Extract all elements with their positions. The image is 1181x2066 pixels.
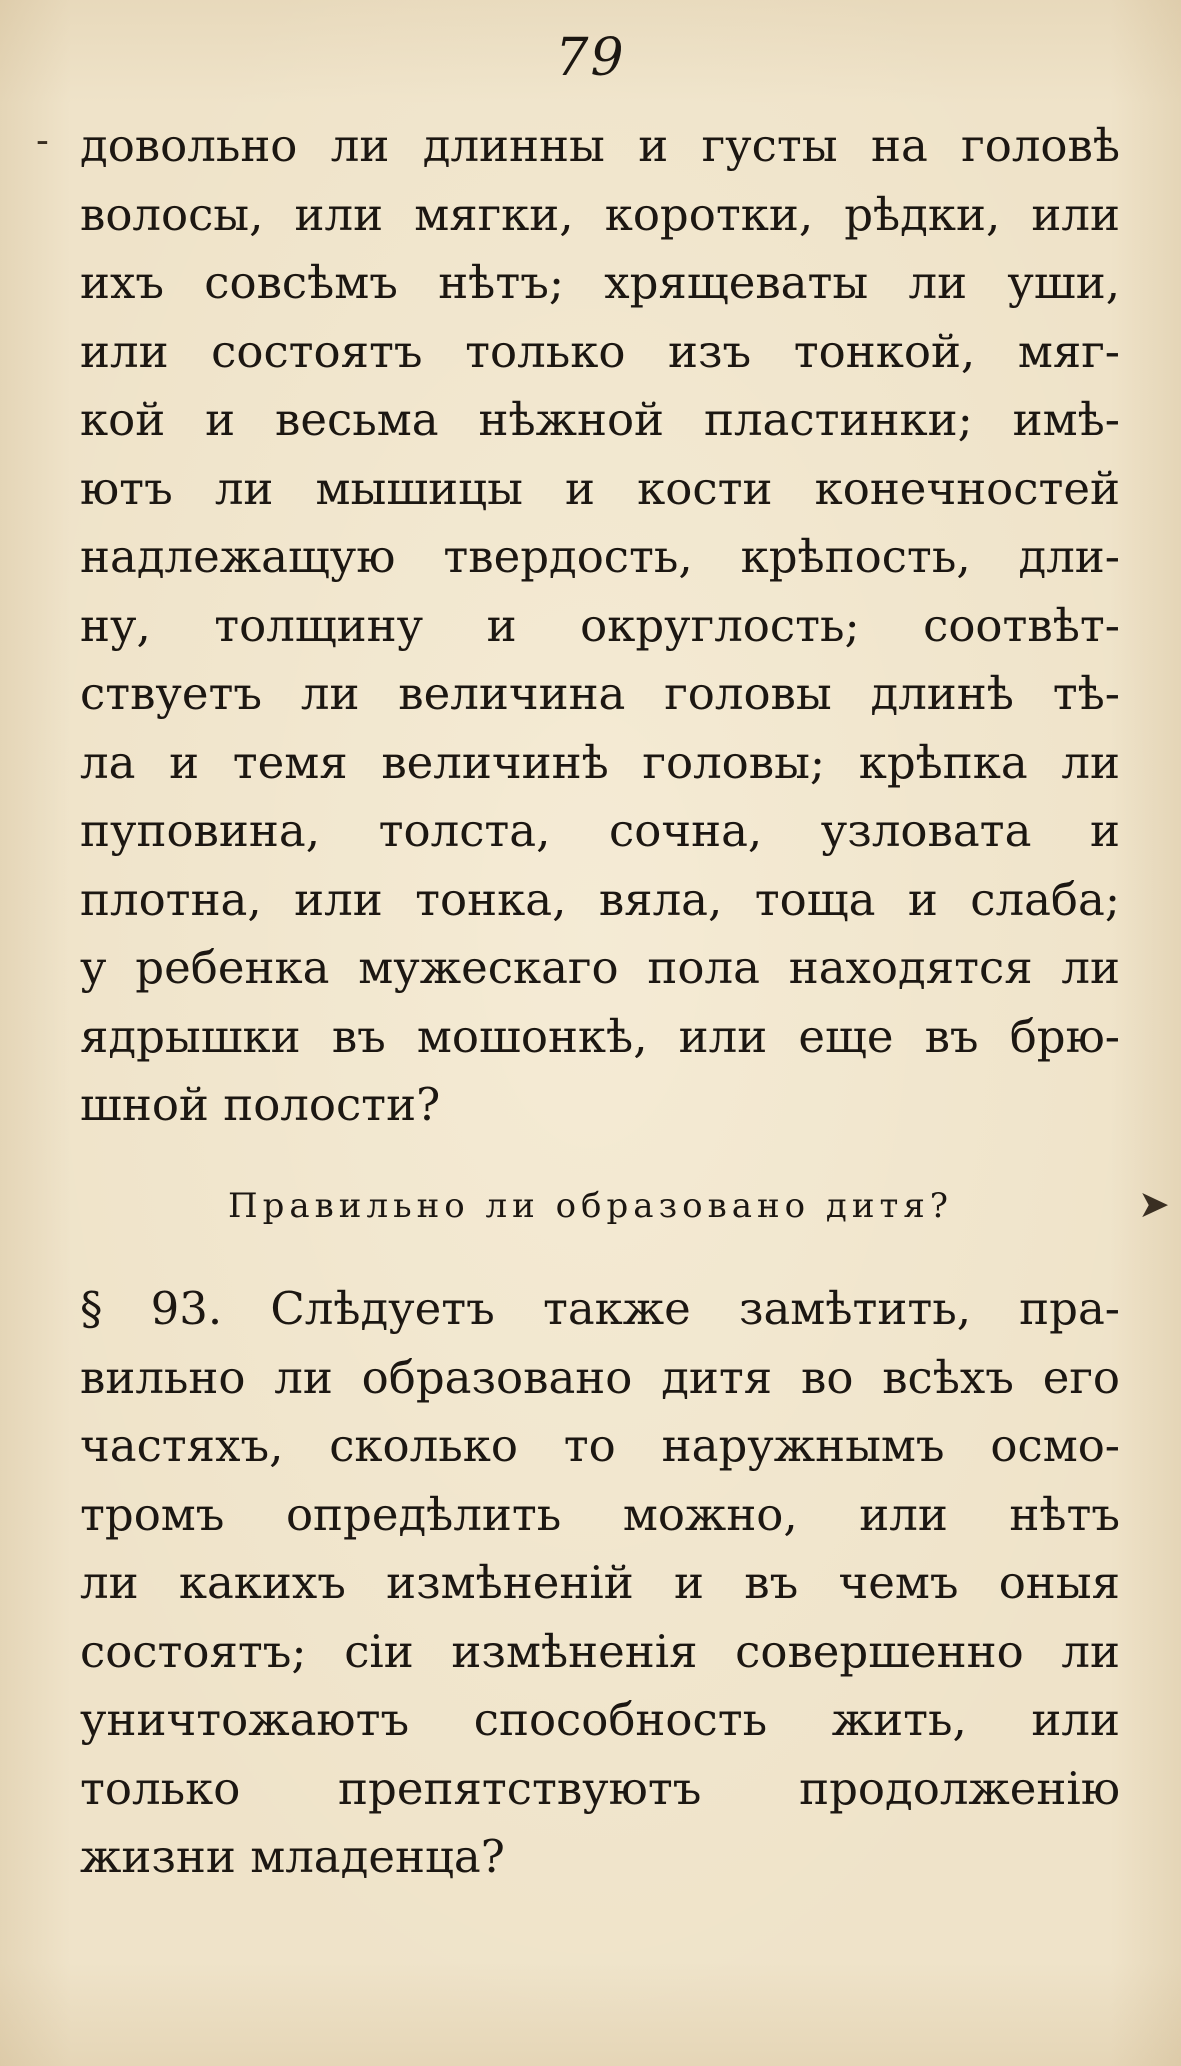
margin-mark-left: - (36, 118, 49, 162)
text-line: пуповина, толста, сочна, узловата и (80, 804, 1120, 857)
text-line: волосы, или мягки, коротки, рѣдки, или (80, 187, 1120, 241)
text-line: § 93. Слѣдуетъ также замѣтить, пра- (80, 1282, 1120, 1335)
text-line: ли какихъ измѣненій и въ чемъ оныя (80, 1556, 1120, 1609)
text-line: состоятъ; сіи измѣненія совершенно ли (80, 1624, 1120, 1678)
page-number: 79 (555, 28, 626, 88)
margin-mark-right: ➤ (1138, 1182, 1170, 1226)
text-line: или состоятъ только изъ тонкой, мяг- (80, 324, 1120, 378)
paragraph-body-1 (80, 112, 1120, 1140)
text-line: кой и весьма нѣжной пластинки; имѣ- (80, 393, 1120, 446)
text-line: ихъ совсѣмъ нѣтъ; хрящеваты ли уши, (80, 256, 1120, 309)
text-line: плотна, или тонка, вяла, тоща и слаба; (80, 872, 1120, 926)
text-line: ну, толщину и округлость; соотвѣт- (80, 598, 1120, 652)
text-line: вильно ли образовано дитя во всѣхъ его (80, 1350, 1120, 1404)
text-line: ютъ ли мышицы и кости конечностей (80, 461, 1120, 515)
text-line: жизни младенца? (80, 1830, 505, 1883)
text-line: ла и темя величинѣ головы; крѣпка ли (80, 735, 1120, 789)
text-line: у ребенка мужескаго пола находятся ли (80, 941, 1120, 994)
text-line: ствуетъ ли величина головы длинѣ тѣ- (80, 667, 1120, 720)
text-line: тромъ опредѣлить можно, или нѣтъ (80, 1487, 1120, 1541)
text-line: довольно ли длинны и густы на головѣ (80, 119, 1120, 172)
paragraph-body-2 (80, 1275, 1120, 1892)
text-line: шной полости? (80, 1078, 441, 1131)
text-line: ядрышки въ мошонкѣ, или еще въ брю- (80, 1009, 1120, 1063)
text-line: частяхъ, сколько то наружнымъ осмо- (80, 1419, 1120, 1472)
section-heading: Правильно ли образовано дитя? (227, 1186, 954, 1226)
text-line: уничтожаютъ способность жить, или (80, 1693, 1120, 1746)
text-line: только препятствуютъ продолженію (80, 1761, 1120, 1815)
text-line: надлежащую твердость, крѣпость, дли- (80, 530, 1120, 583)
